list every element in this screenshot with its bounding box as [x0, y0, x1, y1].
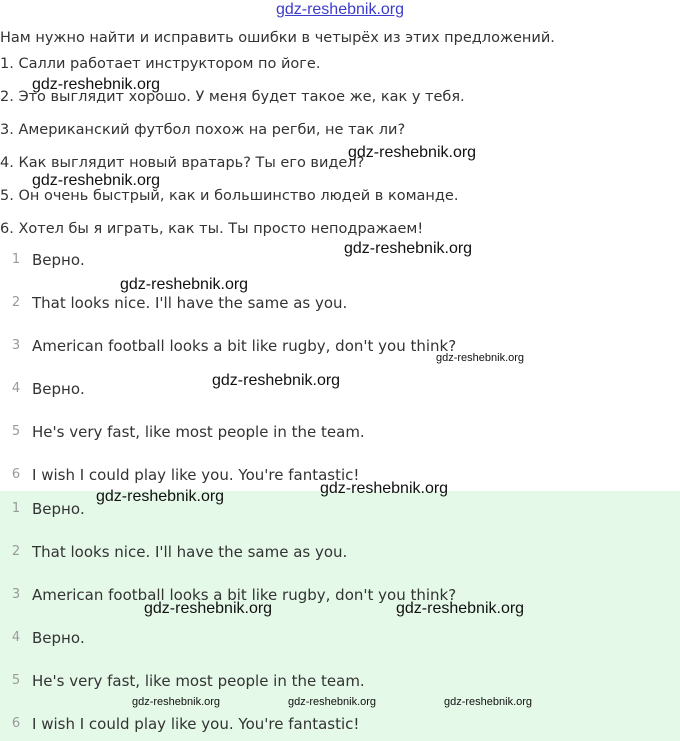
- item-number: 3: [11, 587, 21, 602]
- item-number: 3: [11, 338, 21, 353]
- watermark: gdz-reshebnik.org: [144, 600, 273, 617]
- task-sentence: 1. Салли работает инструктором по йоге.: [0, 56, 321, 72]
- item-number: 5: [11, 424, 21, 439]
- item-number: 1: [11, 252, 21, 267]
- item-number: 2: [11, 295, 21, 310]
- watermark: gdz-reshebnik.org: [444, 696, 533, 708]
- item-text: That looks nice. I'll have the same as you.: [32, 543, 348, 561]
- watermark: gdz-reshebnik.org: [32, 76, 161, 93]
- item-text: American football looks a bit like rugby, don't you think?: [32, 586, 457, 604]
- item-number: 2: [11, 544, 21, 559]
- item-number: 6: [11, 467, 21, 482]
- item-text: I wish I could play like you. You're fantastic!: [32, 715, 360, 733]
- watermark: gdz-reshebnik.org: [436, 352, 525, 364]
- item-number: 6: [11, 716, 21, 731]
- item-number: 5: [11, 673, 21, 688]
- task-sentence: 3. Американский футбол похож на регби, не так ли?: [0, 122, 406, 138]
- item-number: 4: [11, 630, 21, 645]
- item-text: Верно.: [32, 500, 85, 518]
- watermark: gdz-reshebnik.org: [120, 276, 249, 293]
- item-text: Верно.: [32, 251, 85, 269]
- watermark: gdz-reshebnik.org: [96, 488, 225, 505]
- task-sentence: 4. Как выглядит новый вратарь? Ты его видел?: [0, 155, 365, 171]
- watermark: gdz-reshebnik.org: [320, 480, 449, 497]
- task-sentence: 6. Хотел бы я играть, как ты. Ты просто неподражаем!: [0, 221, 424, 237]
- item-text: Верно.: [32, 629, 85, 647]
- watermark: gdz-reshebnik.org: [132, 696, 221, 708]
- item-text: He's very fast, like most people in the team.: [32, 672, 365, 690]
- watermark: gdz-reshebnik.org: [348, 144, 477, 161]
- item-text: I wish I could play like you. You're fantastic!: [32, 466, 360, 484]
- task-sentence: 5. Он очень быстрый, как и большинство людей в команде.: [0, 188, 459, 204]
- item-number: 1: [11, 501, 21, 516]
- task-intro: Нам нужно найти и исправить ошибки в четырёх из этих предложений.: [0, 30, 555, 46]
- item-text: Верно.: [32, 380, 85, 398]
- watermark: gdz-reshebnik.org: [396, 600, 525, 617]
- watermark: gdz-reshebnik.org: [288, 696, 377, 708]
- watermark: gdz-reshebnik.org: [212, 372, 341, 389]
- item-number: 4: [11, 381, 21, 396]
- item-text: He's very fast, like most people in the team.: [32, 423, 365, 441]
- watermark: gdz-reshebnik.org: [344, 240, 473, 257]
- header-watermark-link[interactable]: gdz-reshebnik.org: [275, 1, 405, 18]
- task-sentence: 2. Это выглядит хорошо. У меня будет такое же, как у тебя.: [0, 89, 465, 105]
- watermark: gdz-reshebnik.org: [32, 172, 161, 189]
- answers-list-top: [0, 244, 680, 491]
- item-text: American football looks a bit like rugby, don't you think?: [32, 337, 457, 355]
- item-text: That looks nice. I'll have the same as you.: [32, 294, 348, 312]
